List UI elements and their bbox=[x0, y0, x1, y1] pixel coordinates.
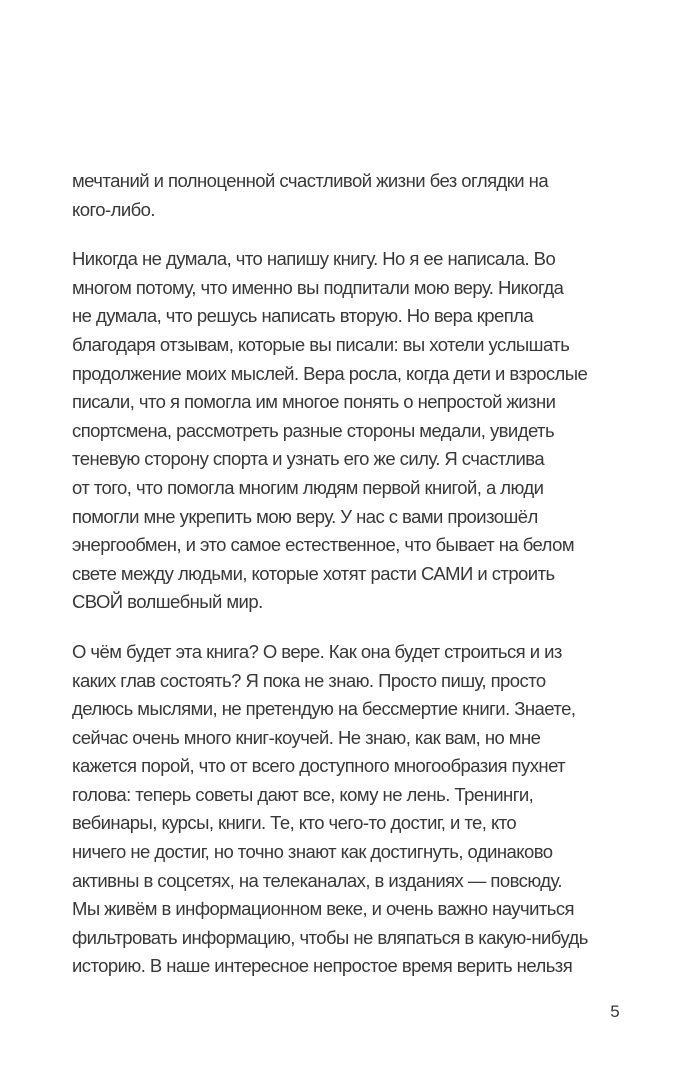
text-line: теневую сторону спорта и узнать его же силу. Я счастлива bbox=[72, 448, 545, 470]
text-line: многом потому, что именно вы подпитали мою веру. Никогда bbox=[72, 276, 564, 298]
page-number: 5 bbox=[610, 1002, 620, 1021]
text-line: не думала, что решусь написать вторую. Но вера крепла bbox=[72, 305, 534, 327]
text-line: энергообмен, и это самое естественное, что бывает на белом bbox=[72, 534, 574, 556]
text-line: благодаря отзывам, которые вы писали: вы хотели услышать bbox=[72, 333, 570, 355]
text-line: активны в соцсетях, на телеканалах, в изданиях — повсюду. bbox=[72, 869, 562, 891]
text-line: кажется порой, что от всего доступного многообразия пухнет bbox=[72, 755, 566, 777]
text-line: голова: теперь советы дают все, кому не лень. Тренинги, bbox=[72, 783, 534, 805]
paragraph bbox=[72, 245, 632, 617]
text-line: Никогда не думала, что напишу книгу. Но я ее написала. Во bbox=[72, 248, 556, 270]
page-text bbox=[72, 167, 632, 981]
text-line: писали, что я помогла им многое понять о непростой жизни bbox=[72, 391, 556, 413]
text-line: мечтаний и полноценной счастливой жизни без оглядки на bbox=[72, 170, 549, 191]
text-line: историю. В наше интересное непростое время верить нельзя bbox=[72, 955, 573, 977]
paragraph bbox=[72, 638, 632, 981]
text-line: помогли мне укрепить мою веру. У нас с вами произошёл bbox=[72, 505, 538, 527]
text-line: делюсь мыслями, не претендую на бессмертие книги. Знаете, bbox=[72, 698, 576, 720]
text-line: продолжение моих мыслей. Вера росла, когда дети и взрослые bbox=[72, 362, 588, 384]
text-line: ничего не достиг, но точно знают как достигнуть, одинаково bbox=[72, 841, 553, 863]
text-line: О чём будет эта книга? О вере. Как она будет строиться и из bbox=[72, 640, 562, 662]
text-line: фильтровать информацию, чтобы не вляпаться в какую-нибудь bbox=[72, 926, 588, 948]
text-line: кого-либо. bbox=[72, 198, 155, 220]
text-line: от того, что помогла многим людям первой книгой, а люди bbox=[72, 476, 544, 498]
text-line: свете между людьми, которые хотят расти САМИ и строить bbox=[72, 562, 555, 584]
text-line: вебинары, курсы, книги. Те, кто чего-то достиг, и те, кто bbox=[72, 812, 517, 834]
paragraph bbox=[72, 167, 632, 224]
text-line: Мы живём в информационном веке, и очень важно научиться bbox=[72, 898, 575, 920]
text-line: каких глав состоять? Я пока не знаю. Просто пишу, просто bbox=[72, 669, 546, 691]
text-line: СВОЙ волшебный мир. bbox=[72, 591, 263, 613]
text-line: спортсмена, рассмотреть разные стороны медали, увидеть bbox=[72, 419, 555, 441]
text-line: сейчас очень много книг-коучей. Не знаю, как вам, но мне bbox=[72, 726, 541, 748]
